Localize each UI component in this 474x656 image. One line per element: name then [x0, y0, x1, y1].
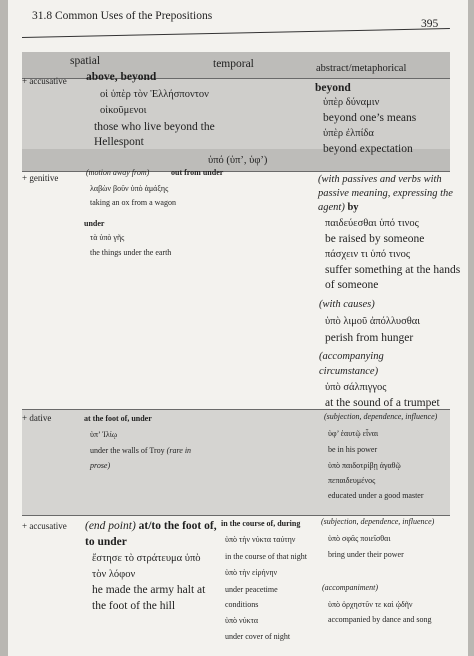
sense-heading: beyond [315, 82, 351, 94]
greek-example: τὰ ὑπὸ γῆς [90, 233, 125, 242]
usage-note: (accompanying [319, 351, 384, 362]
english-translation: bring under their power [328, 550, 404, 559]
english-translation: accompanied by dance and song [328, 615, 432, 624]
usage-note: circumstance) [319, 366, 379, 377]
usage-note: (with causes) [319, 299, 375, 310]
english-translation: beyond expectation [323, 143, 413, 155]
english-translation: those who live beyond the [94, 121, 215, 133]
english-translation: be raised by someone [325, 233, 425, 245]
usage-note: (subjection, dependence, influence) [324, 412, 438, 421]
case-label: + dative [22, 413, 52, 423]
greek-example: πεπαιδευμένος [328, 476, 376, 485]
header-rule [22, 28, 450, 38]
greek-example: πάσχειν τι ὑπό τινος [325, 249, 410, 260]
greek-example: ὑπὸ τὴν εἰρήνην [225, 568, 278, 577]
usage-note: passive meaning, expressing the [318, 188, 453, 199]
english-translation: under peacetime [225, 585, 278, 594]
english-translation: perish from hunger [325, 332, 414, 344]
english-translation: conditions [225, 600, 259, 609]
greek-example: ὑπὸ παιδοτρίβῃ ἀγαθῷ [328, 461, 401, 470]
sense-heading: above, beyond [86, 71, 157, 83]
usage-note: (subjection, dependence, influence) [321, 517, 435, 526]
row-rule [22, 409, 450, 410]
english-translation: the things under the earth [90, 248, 172, 257]
page-number: 395 [421, 18, 439, 30]
english-translation: taking an ox from a wagon [90, 198, 176, 207]
greek-example: ὑπὸ λιμοῦ ἀπόλλυσθαι [325, 316, 421, 327]
section-title: 31.8 Common Uses of the Prepositions [32, 10, 213, 22]
greek-example: ὑπὸ σφᾶς ποιεῖσθαι [328, 534, 391, 543]
usage-note: (with passives and verbs with [318, 174, 442, 185]
sense-heading: in the course of, during [221, 519, 301, 528]
greek-example: ὑπὲρ δύναμιν [323, 97, 380, 108]
english-translation: at the sound of a trumpet [325, 397, 440, 409]
column-abstract: abstract/metaphorical [316, 63, 407, 74]
greek-example: τὸν λόφον [92, 569, 136, 580]
sense-heading: under [84, 219, 105, 228]
column-temporal: temporal [213, 58, 254, 70]
usage-note: (end point) [85, 520, 136, 532]
english-translation: he made the army halt at [92, 584, 206, 596]
sense-heading: at the foot of, under [84, 414, 152, 423]
greek-example: ὑπὸ νύκτα [225, 616, 259, 625]
greek-example: οἱ ὑπὲρ τὸν Ἑλλήσποντον [100, 89, 209, 100]
case-label: + accusative [22, 76, 67, 86]
preposition-heading: ὑπό (ὑπ’, ὑφ’) [208, 155, 268, 166]
greek-example: οἰκοῦμενοι [100, 105, 147, 116]
usage-note: prose) [90, 461, 111, 470]
greek-example: λαβὼν βοῦν ὑπὸ ἁμάξης [90, 184, 169, 193]
english-translation: under the walls of Troy [90, 446, 165, 455]
english-translation: the foot of the hill [92, 600, 176, 612]
greek-example: ὑφ’ ἑαυτῷ εἶναι [328, 429, 379, 438]
case-label: + genitive [22, 173, 59, 183]
greek-example: ἔστησε τὸ στράτευμα ὑπὸ [92, 553, 201, 564]
english-translation: of someone [325, 279, 379, 291]
case-label: + accusative [22, 521, 67, 531]
book-page [8, 0, 468, 656]
english-translation: beyond one’s means [323, 112, 417, 124]
english-translation: Hellespont [94, 136, 144, 148]
usage-note: (accompaniment) [322, 583, 378, 592]
greek-example: ὑπὸ σάλπιγγος [325, 382, 387, 393]
sense-heading: at/to the foot of, [138, 520, 217, 532]
usage-note: agent) [318, 202, 345, 213]
english-translation: educated under a good master [328, 491, 424, 500]
row-rule [22, 515, 450, 516]
english-translation: be in his power [328, 445, 378, 454]
english-translation: in the course of that night [225, 552, 307, 561]
sense-heading: out from under [171, 168, 224, 177]
greek-example: ὑπὲρ ἐλπίδα [323, 128, 374, 139]
column-spatial: spatial [70, 55, 101, 67]
greek-example: ὑπὸ ὀρχηστῦν τε καὶ ᾠδῆν [328, 600, 413, 609]
english-translation: under cover of night [225, 632, 291, 641]
greek-example: ὑπὸ τὴν νύκτα ταύτην [225, 535, 296, 544]
usage-note: (rare in [166, 446, 192, 455]
usage-note: (motion away from) [86, 168, 150, 177]
sense-heading: to under [85, 536, 127, 548]
greek-example: ὑπ’ Ἰλίῳ [90, 430, 118, 439]
english-translation: suffer something at the hands [325, 264, 461, 276]
sense-heading: by [347, 202, 359, 213]
greek-example: παιδεύεσθαι ὑπό τινος [325, 218, 419, 229]
